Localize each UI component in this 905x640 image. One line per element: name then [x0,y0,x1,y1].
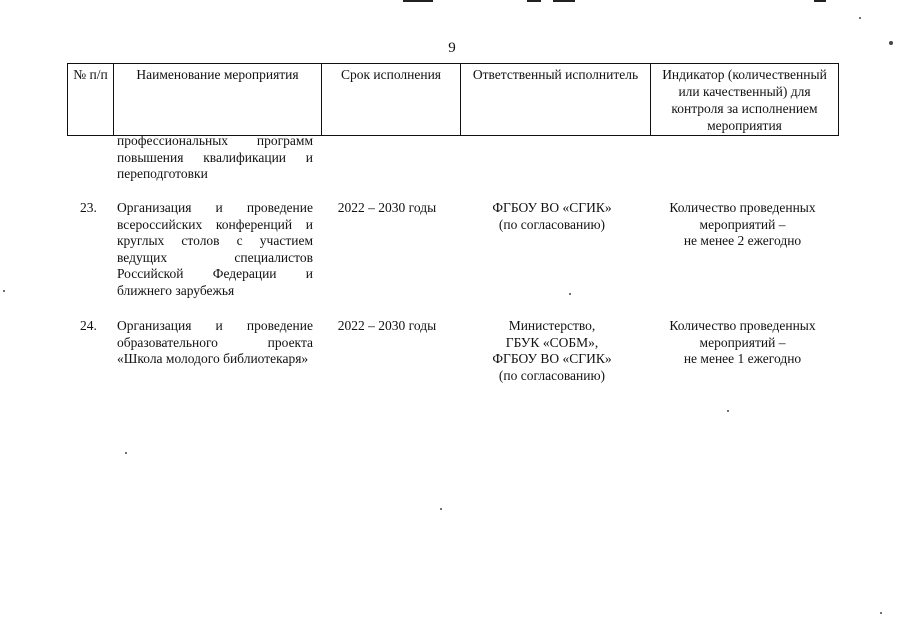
indicator-line: не менее 1 ежегодно [683,351,802,366]
indicator-line: Количество проведенных [669,200,816,215]
header-indicator: Индикатор (количественный или качественный) для контроля за исполнением мероприятия [651,64,839,136]
row-number: 24. [80,318,97,333]
scan-artifact [727,410,729,412]
indicator-line: Количество проведенных [669,318,816,333]
scan-artifact [403,0,433,2]
scan-artifact [880,612,882,614]
scan-artifact [859,17,861,19]
executor-line: (по согласованию) [498,216,606,232]
scan-artifact [3,290,5,292]
row-event-name: Организация и проведение образовательного проекта «Школа молодого библиотекаря» [117,318,313,366]
row-indicator [650,200,835,250]
row-indicator [650,318,835,368]
indicator-line: мероприятий – [699,216,786,232]
page-number: 9 [448,40,456,56]
scan-artifact [889,41,893,45]
executor-line: Министерство, [508,318,596,333]
executor-line: ГБУК «СОБМ», [505,334,599,350]
table-header [67,63,839,136]
indicator-line: мероприятий – [699,334,786,350]
row-executor [464,318,640,384]
row-deadline: 2022 – 2030 годы [337,200,437,215]
executor-line: (по согласованию) [498,367,606,383]
scan-artifact [553,0,575,2]
header-number: № п/п [68,64,114,136]
header-executor: Ответственный исполнитель [461,64,651,136]
continuation-name: профессиональных программ повышения квалификации и переподготовки [117,133,313,181]
executor-line: ФГБОУ ВО «СГИК» [492,200,612,215]
executor-line: ФГБОУ ВО «СГИК» [492,351,612,366]
header-deadline: Срок исполнения [322,64,461,136]
scan-artifact [569,293,571,295]
scan-artifact [125,452,127,454]
row-number: 23. [80,200,97,215]
scan-artifact [440,508,442,510]
indicator-line: не менее 2 ежегодно [683,233,802,248]
row-executor [464,200,640,233]
scan-artifact [814,0,826,2]
row-event-name: Организация и проведение всероссийских конференций и круглых столов с участием ведущих специалистов Российской Федерации и ближнего зарубежья [117,200,313,298]
row-deadline: 2022 – 2030 годы [337,318,437,333]
scan-artifact [527,0,541,2]
header-event-name: Наименование мероприятия [114,64,322,136]
